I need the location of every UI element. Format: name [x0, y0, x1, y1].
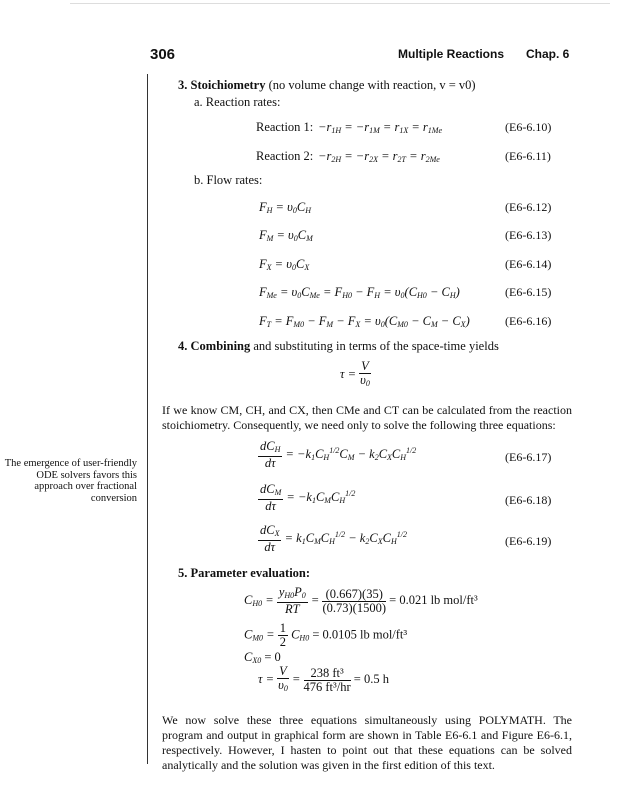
flow-rates-label: b. Flow rates: — [194, 173, 263, 187]
equation-E6-6-18: $\frac{dC_M}{d\tau}$ = $-k_1C_MC_H^{1/2}$ — [260, 482, 356, 513]
equation-E6-6-12: $F_H = \upsilon_0C_H$ — [259, 200, 311, 215]
cxo-value: = 0 — [264, 650, 281, 664]
reaction-rates-label: a. Reaction rates: — [194, 95, 281, 109]
equation-cxo: $C_{X0} = 0$ — [244, 650, 281, 665]
eqno-10: (E6-6.10) — [505, 120, 552, 134]
cho-value: = 0.021 lb mol/ft³ — [389, 592, 478, 607]
step3-line — [178, 78, 476, 93]
equation-E6-6-13: $F_M = \upsilon_0C_M$ — [259, 228, 313, 243]
step5-heading — [178, 566, 310, 581]
chapter-label: Chap. 6 — [526, 47, 570, 61]
reaction2-label: Reaction 2: — [256, 149, 314, 163]
equation-cho: $C_{H0}$ = $\frac{y_{H0}P_0}{RT}$ = $\frac{(0.667)(35)}{(0.73)(1500)}$ = 0.021 lb mol/ft³ — [244, 585, 478, 616]
eqno-11: (E6-6.11) — [505, 149, 551, 163]
equation-E6-6-11: $-r_{2H} = -r_{2X} = r_{2T} = r_{2Me}$ — [318, 149, 440, 164]
eqno-12: (E6-6.12) — [505, 200, 552, 214]
cmo-value: = 0.0105 lb mol/ft³ — [312, 627, 408, 642]
equation-E6-6-10: $-r_{1H} = -r_{1M} = r_{1X} = r_{1Me}$ — [318, 120, 442, 135]
eqno-15: (E6-6.15) — [505, 285, 552, 299]
step3-note: (no volume change with reaction, v = v0) — [268, 78, 476, 92]
space-time-definition: τ = $\frac{V}{\upsilon_0}$ — [340, 359, 370, 388]
step3-heading: 3. Stoichiometry — [178, 78, 266, 92]
eqno-14: (E6-6.14) — [505, 257, 552, 271]
tau-value: = 0.5 h — [353, 671, 389, 686]
step4-rest: and substituting in terms of the space-time yields — [253, 339, 499, 353]
margin-rule — [147, 74, 148, 764]
equation-cmo: $C_{M0}$ = $\frac{1}{2}$ $C_{H0} = 0.0105$ lb mol/ft³ — [244, 621, 408, 649]
v-over-v0-fraction: $\frac{V}{\upsilon_0}$ — [360, 359, 370, 388]
equation-E6-6-17: $\frac{dC_H}{d\tau}$ = $-k_1C_H^{1/2}C_M - k_2C_XC_H^{1/2}$ — [260, 439, 417, 470]
equation-E6-6-14: $F_X = \upsilon_0C_X$ — [259, 257, 310, 272]
page-number: 306 — [150, 46, 176, 63]
eqno-18: (E6-6.18) — [505, 493, 552, 507]
equation-tau: τ = $\frac{V}{\upsilon_0}$ = $\frac{\text{238 ft³}}{\text{476 ft³/hr}}$ = 0.5 h — [258, 664, 389, 694]
eqno-13: (E6-6.13) — [505, 228, 552, 242]
eqno-16: (E6-6.16) — [505, 314, 552, 328]
step5-heading-text: 5. Parameter evaluation: — [178, 566, 311, 580]
eqno-19: (E6-6.19) — [505, 534, 552, 548]
equation-E6-6-16: $F_T = F_{M0} - F_M - F_X = \upsilon_0(C_{M0} - C_M - C_X)$ — [259, 314, 470, 329]
top-border — [70, 3, 610, 4]
step4-line — [178, 339, 499, 354]
equation-E6-6-15: $F_{Me} = \upsilon_0C_{Me} = F_{H0} - F_H = \upsilon_0(C_{H0} - C_H)$ — [259, 285, 460, 300]
paragraph-know-concentrations: If we know CM, CH, and CX, then CMe and CT can be calculated from the reaction stoichiometry. Consequently, we need only to solve the following three equations: — [162, 403, 572, 432]
reaction1-label: Reaction 1: — [256, 120, 314, 134]
running-title: Multiple Reactions — [398, 47, 505, 61]
equation-E6-6-19: $\frac{dC_X}{d\tau}$ = $k_1C_MC_H^{1/2} - k_2C_XC_H^{1/2}$ — [260, 523, 407, 554]
margin-note: The emergence of user-friendly ODE solvers favors this approach over fractional conversion — [4, 458, 137, 504]
eqno-17: (E6-6.17) — [505, 450, 552, 464]
paragraph-polymath: We now solve these three equations simultaneously using POLYMATH. The program and output in graphical form are shown in Table E6-6.1 and Figure E6-6.1, respectively. However, I hasten to point out that these equations can be solved analytically and the solution was given in the first edition of this text. — [162, 713, 572, 772]
step4-heading: 4. Combining — [178, 339, 251, 353]
